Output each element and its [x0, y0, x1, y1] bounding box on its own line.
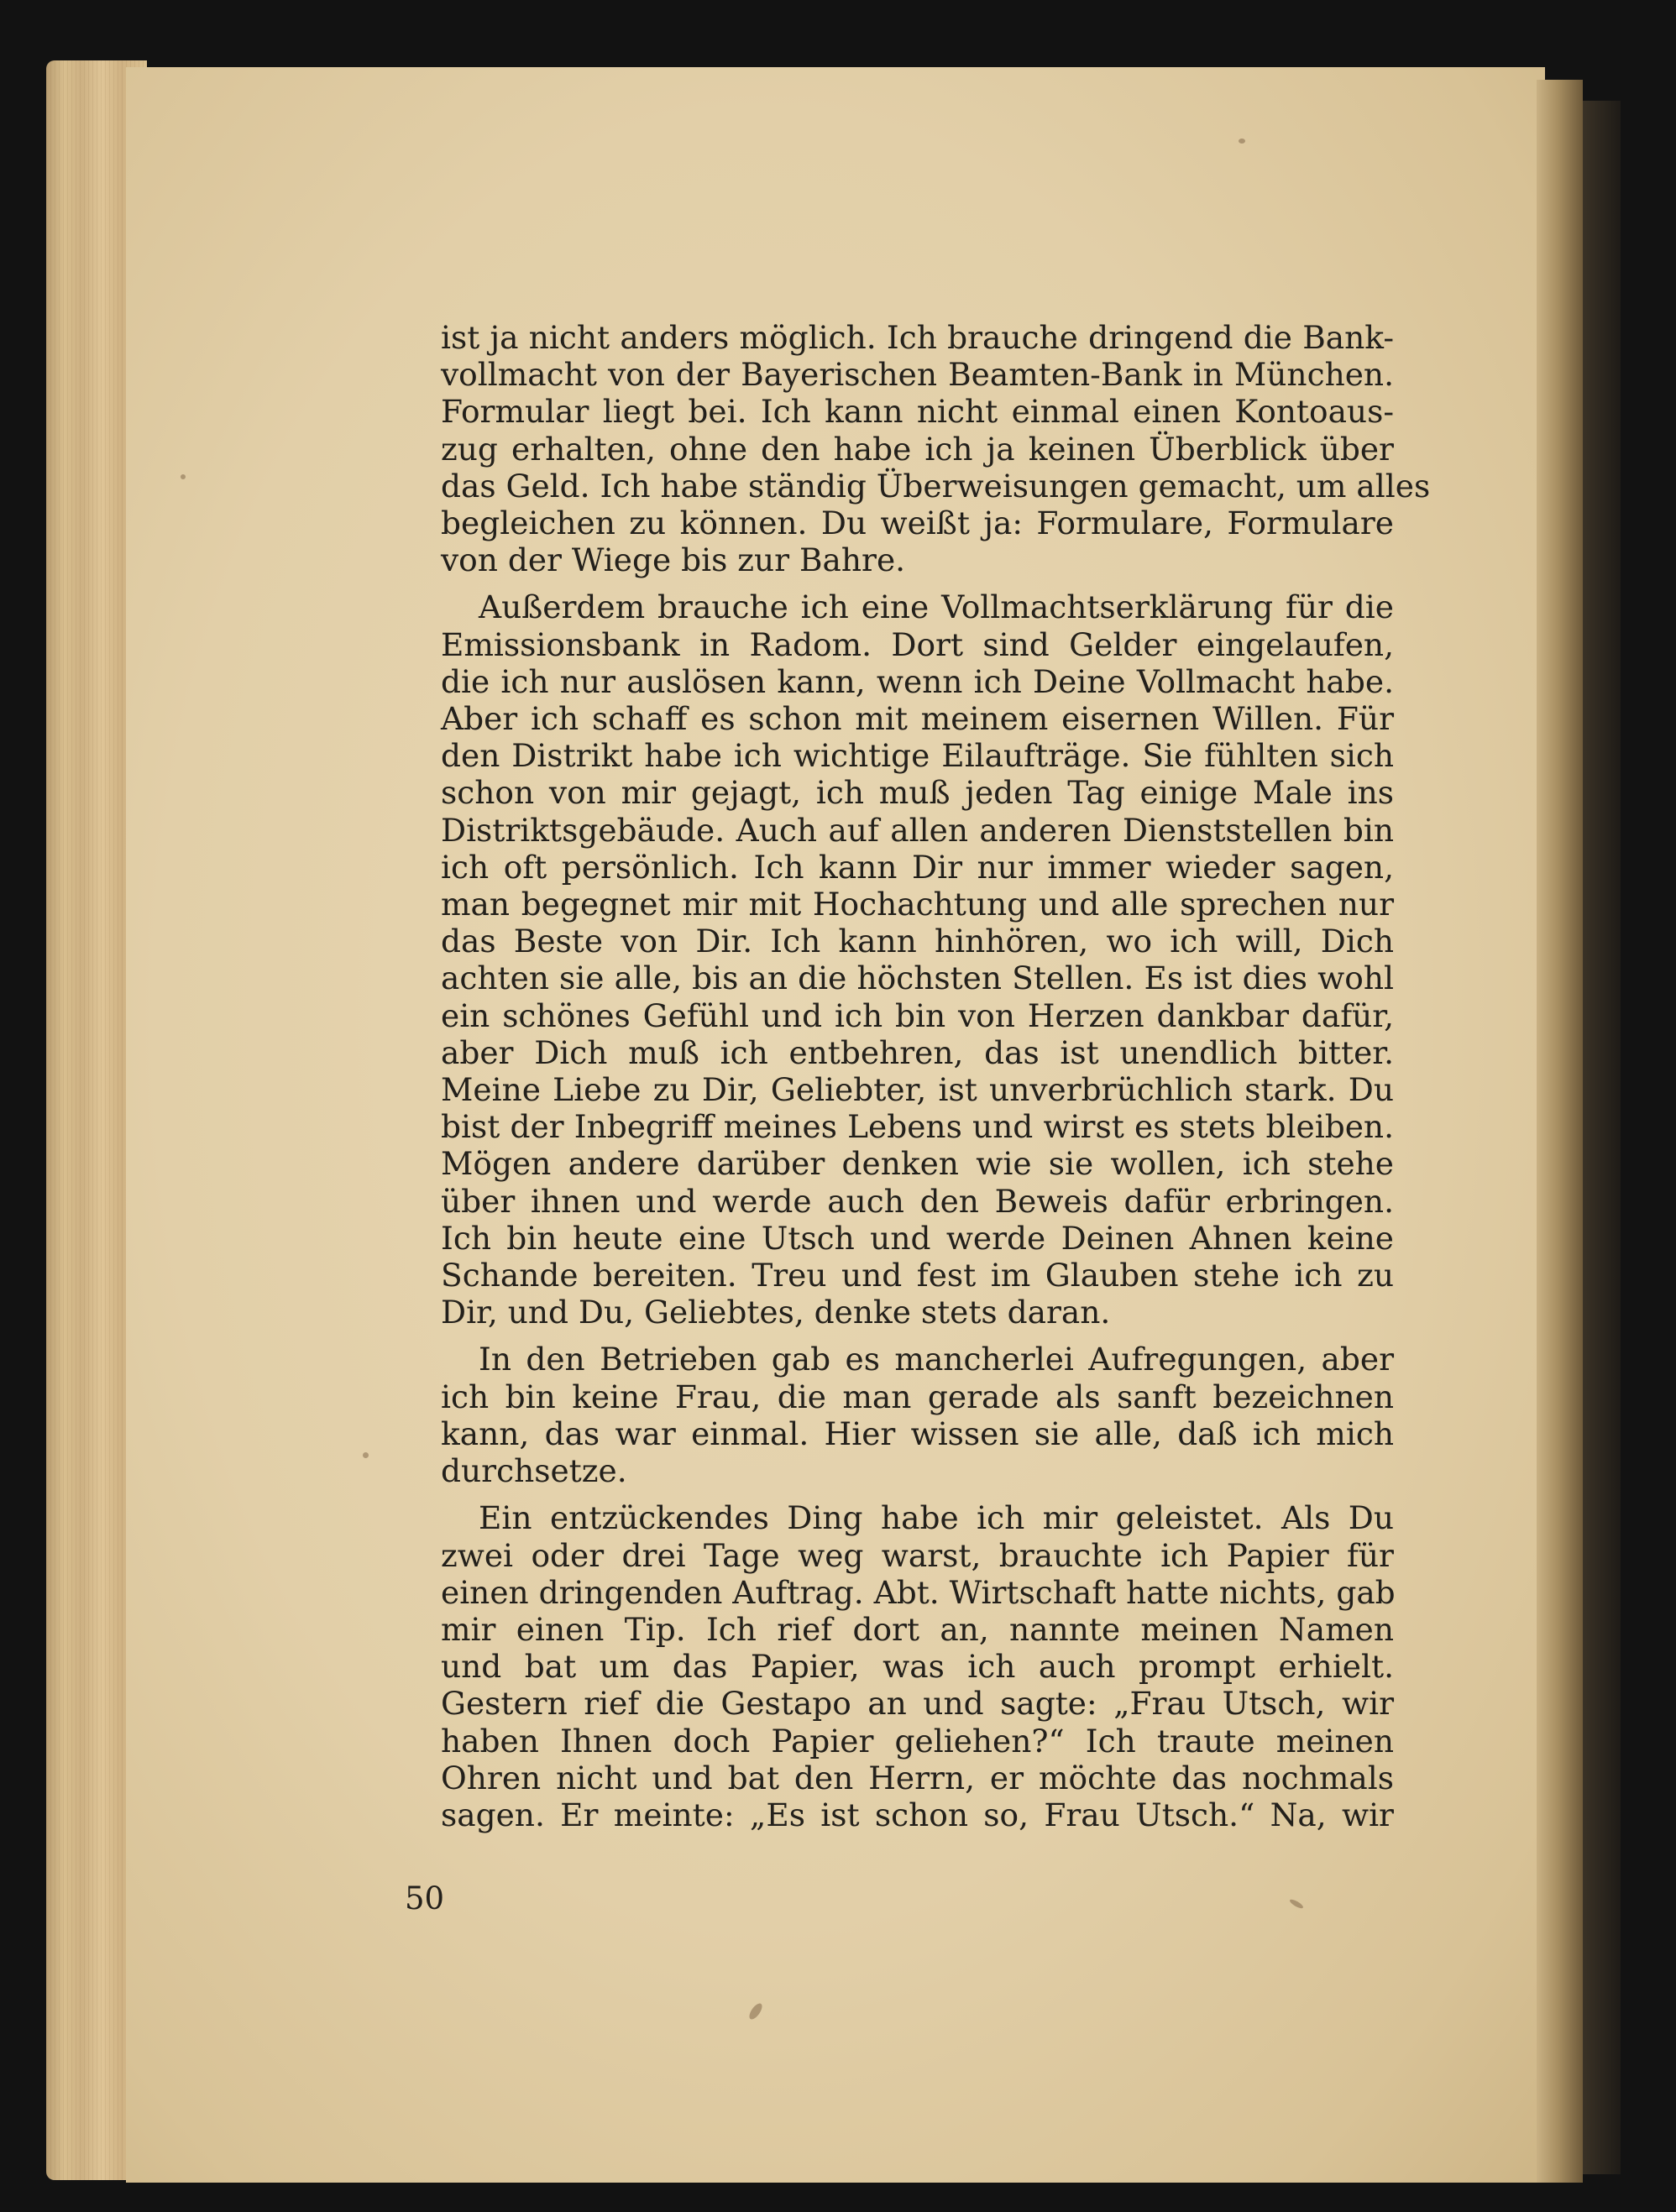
paragraph	[441, 1341, 1394, 1489]
text-line: durchsetze.	[441, 1452, 627, 1490]
text-line: ich oft persönlich. Ich kann Dir nur immer wieder sagen,	[441, 848, 1394, 886]
paper-spot	[1289, 1898, 1305, 1910]
paper-spot	[363, 1452, 369, 1458]
text-line: zwei oder drei Tage weg warst, brauchte ich Papier für	[441, 1536, 1394, 1574]
text-line: Ohren nicht und bat den Herrn, er möchte das nochmals	[441, 1759, 1394, 1796]
text-line: bist der Inbegriff meines Lebens und wirst es stets bleiben.	[441, 1108, 1394, 1146]
text-line: Distriktsgebäude. Auch auf allen anderen Dienststellen bin	[441, 811, 1394, 849]
page-gutter	[1537, 80, 1583, 2183]
text-line: Aber ich schaff es schon mit meinem eisernen Willen. Für	[441, 700, 1394, 738]
text-line: aber Dich muß ich entbehren, das ist unendlich bitter.	[441, 1033, 1394, 1071]
page-number: 50	[405, 1880, 445, 1917]
text-line: achten sie alle, bis an die höchsten Stellen. Es ist dies wohl	[441, 960, 1394, 997]
text-line: ist ja nicht anders möglich. Ich brauche dringend die Bank-	[441, 319, 1394, 356]
text-line: Meine Liebe zu Dir, Geliebter, ist unverbrüchlich stark. Du	[441, 1071, 1394, 1109]
binding-edge	[1583, 101, 1621, 2174]
paper-spot	[1239, 139, 1245, 144]
text-line: und bat um das Papier, was ich auch prompt erhielt.	[441, 1648, 1394, 1686]
text-line: den Distrikt habe ich wichtige Eilaufträge. Sie fühlten sich	[441, 737, 1394, 775]
text-line: Ich bin heute eine Utsch und werde Deinen Ahnen keine	[441, 1219, 1394, 1257]
paragraph	[441, 588, 1394, 1331]
paper-spot	[747, 2001, 765, 2021]
text-line: über ihnen und werde auch den Beweis dafür erbringen.	[441, 1182, 1394, 1220]
text-line: haben Ihnen doch Papier geliehen?“ Ich traute meinen	[441, 1722, 1394, 1760]
paragraph	[441, 319, 1431, 579]
text-line: sagen. Er meinte: „Es ist schon so, Frau Utsch.“ Na, wir	[441, 1796, 1394, 1833]
text-line: Dir, und Du, Geliebtes, denke stets daran.	[441, 1294, 1111, 1331]
text-line: Außerdem brauche ich eine Vollmachtserklärung für die	[479, 588, 1394, 626]
text-line: von der Wiege bis zur Bahre.	[441, 541, 906, 579]
text-line: ich bin keine Frau, die man gerade als sanft bezeichnen	[441, 1378, 1394, 1415]
text-line: kann, das war einmal. Hier wissen sie alle, daß ich mich	[441, 1415, 1394, 1452]
text-line: ein schönes Gefühl und ich bin von Herzen dankbar dafür,	[441, 996, 1394, 1034]
text-line: einen dringenden Auftrag. Abt. Wirtschaft hatte nichts, gab	[441, 1573, 1396, 1611]
text-line: Formular liegt bei. Ich kann nicht einmal einen Kontoaus-	[441, 393, 1394, 431]
text-line: mir einen Tip. Ich rief dort an, nannte meinen Namen	[441, 1610, 1394, 1648]
text-line: Schande bereiten. Treu und fest im Glauben stehe ich zu	[441, 1257, 1394, 1294]
text-line: zug erhalten, ohne den habe ich ja keinen Überblick über	[441, 430, 1394, 468]
text-line: begleichen zu können. Du weißt ja: Formulare, Formulare	[441, 505, 1394, 542]
text-line: die ich nur auslösen kann, wenn ich Deine Vollmacht habe.	[441, 662, 1394, 700]
text-line: Mögen andere darüber denken wie sie wollen, ich stehe	[441, 1145, 1394, 1183]
text-line: Gestern rief die Gestapo an und sagte: „Frau Utsch, wir	[441, 1685, 1394, 1723]
text-line: In den Betrieben gab es mancherlei Aufregungen, aber	[479, 1341, 1394, 1378]
paragraph	[441, 1499, 1394, 1833]
paper-spot	[181, 474, 186, 479]
text-line: vollmacht von der Bayerischen Beamten-Bank in München.	[441, 356, 1394, 394]
text-line: man begegnet mir mit Hochachtung und alle sprechen nur	[441, 886, 1394, 923]
text-line: schon von mir gejagt, ich muß jeden Tag einige Male ins	[441, 774, 1394, 812]
text-line: Emissionsbank in Radom. Dort sind Gelder eingelaufen,	[441, 625, 1394, 663]
text-line: das Geld. Ich habe ständig Überweisungen gemacht, um alles	[441, 467, 1431, 505]
text-line: das Beste von Dir. Ich kann hinhören, wo ich will, Dich	[441, 923, 1394, 960]
text-line: Ein entzückendes Ding habe ich mir geleistet. Als Du	[479, 1499, 1394, 1537]
body-text	[441, 319, 1431, 1843]
